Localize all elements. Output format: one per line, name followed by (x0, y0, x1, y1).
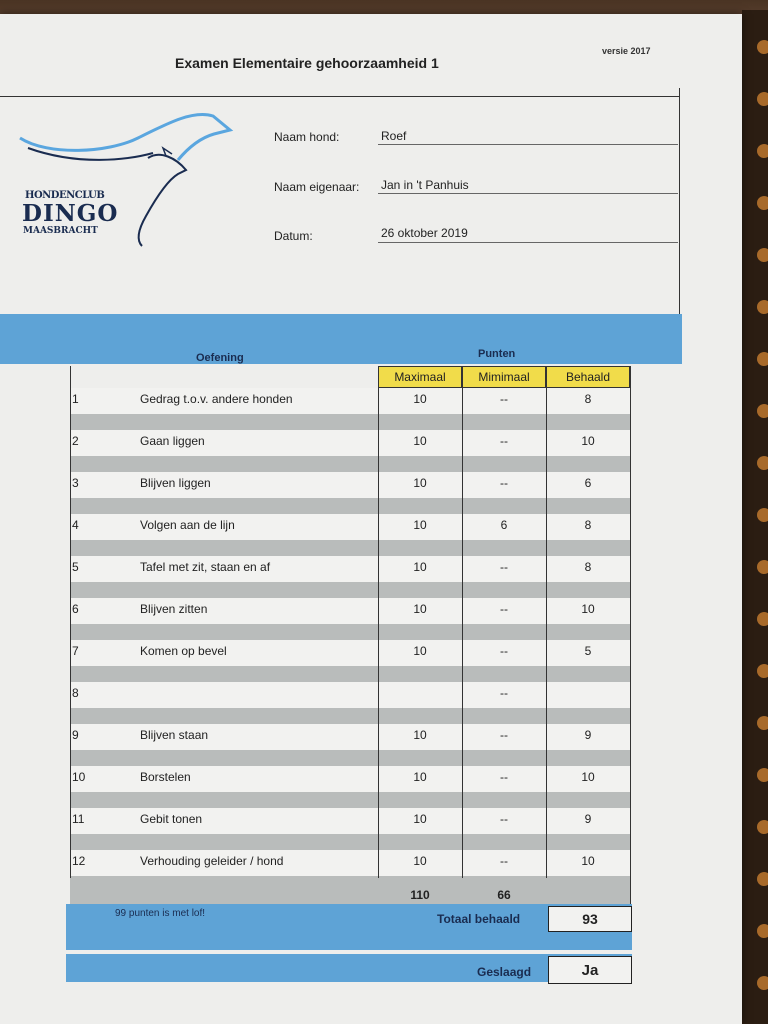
table-left-border (70, 366, 71, 904)
achieved-points: 9 (584, 728, 592, 742)
min-points: -- (500, 812, 508, 826)
max-points: 10 (413, 392, 427, 406)
exercise-name: Gebit tonen (140, 812, 203, 826)
achieved-points: 6 (584, 476, 592, 490)
date-label: Datum: (274, 229, 313, 243)
punch-hole-icon (757, 872, 768, 886)
punch-hole-icon (757, 820, 768, 834)
min-points: -- (500, 392, 508, 406)
dog-name-line (378, 144, 678, 145)
footer-divider (66, 950, 632, 954)
min-points: -- (500, 686, 508, 700)
max-points: 10 (413, 854, 427, 868)
max-points: 10 (413, 518, 427, 532)
total-max: 110 (410, 888, 430, 902)
exercise-number: 7 (72, 644, 79, 658)
document-title: Examen Elementaire gehoorzaamheid 1 (175, 55, 439, 71)
min-points: -- (500, 560, 508, 574)
dog-name-label: Naam hond: (274, 130, 340, 144)
total-achieved-value: 93 (548, 906, 632, 932)
exercise-number: 4 (72, 518, 79, 532)
punch-hole-icon (757, 976, 768, 990)
punch-hole-icon (757, 716, 768, 730)
min-points: -- (500, 728, 508, 742)
max-points: 10 (413, 728, 427, 742)
date-line (378, 242, 678, 243)
logo-text-town: MAASBRACHT (23, 226, 98, 236)
exercise-name: Verhouding geleider / hond (140, 854, 284, 868)
column-divider (546, 366, 547, 904)
exercise-number: 3 (72, 476, 79, 490)
version-label: versie 2017 (602, 46, 651, 56)
punch-hole-icon (757, 40, 768, 54)
logo-text-dingo: DINGO (22, 200, 119, 227)
punch-hole-icon (757, 404, 768, 418)
column-divider (462, 366, 463, 904)
max-points: 10 (413, 644, 427, 658)
column-divider (378, 366, 379, 904)
exercise-name: Gaan liggen (140, 434, 205, 448)
exercise-name: Borstelen (140, 770, 191, 784)
column-achieved-header: Behaald (546, 366, 630, 388)
punch-hole-icon (757, 248, 768, 262)
punch-hole-icon (757, 560, 768, 574)
punch-hole-icon (757, 196, 768, 210)
exercise-name: Volgen aan de lijn (140, 518, 235, 532)
owner-name-value: Jan in 't Panhuis (381, 178, 469, 192)
achieved-points: 9 (584, 812, 592, 826)
achieved-points: 10 (581, 770, 595, 784)
max-points: 10 (413, 476, 427, 490)
punch-hole-icon (757, 300, 768, 314)
achieved-points: 8 (584, 392, 592, 406)
min-points: -- (500, 644, 508, 658)
exercise-name: Komen op bevel (140, 644, 227, 658)
frame-top-line (0, 96, 680, 97)
min-points: -- (500, 602, 508, 616)
owner-name-label: Naam eigenaar: (274, 180, 360, 194)
punch-hole-icon (757, 768, 768, 782)
exercise-number: 8 (72, 686, 79, 700)
passed-value: Ja (548, 956, 632, 984)
achieved-points: 10 (581, 854, 595, 868)
punch-hole-icon (757, 612, 768, 626)
achieved-points: 10 (581, 434, 595, 448)
max-points: 10 (413, 770, 427, 784)
praise-note: 99 punten is met lof! (115, 908, 206, 919)
owner-name-line (378, 193, 678, 194)
max-points: 10 (413, 434, 427, 448)
exercise-number: 1 (72, 392, 79, 406)
logo-text-club: HONDENCLUB (25, 190, 105, 201)
table-right-border (630, 366, 631, 904)
exercise-number: 10 (72, 770, 86, 784)
punch-hole-icon (757, 92, 768, 106)
exercise-name: Blijven staan (140, 728, 209, 742)
punch-hole-icon (757, 664, 768, 678)
punch-hole-icon (757, 924, 768, 938)
exercise-number: 9 (72, 728, 79, 742)
punch-hole-icon (757, 144, 768, 158)
min-points: -- (500, 476, 508, 490)
points-header: Punten (478, 348, 516, 360)
max-points: 10 (413, 602, 427, 616)
header-band (0, 314, 682, 364)
min-points: -- (500, 434, 508, 448)
achieved-points: 5 (584, 644, 592, 658)
min-points: -- (500, 770, 508, 784)
exercise-number: 12 (72, 854, 86, 868)
achieved-points: 8 (584, 518, 592, 532)
punch-hole-icon (757, 352, 768, 366)
passed-label: Geslaagd (477, 965, 532, 979)
dog-name-value: Roef (381, 129, 407, 143)
exercise-name: Tafel met zit, staan en af (140, 560, 271, 574)
exercise-number: 5 (72, 560, 79, 574)
achieved-points: 10 (581, 602, 595, 616)
exercise-number: 6 (72, 602, 79, 616)
exercise-name: Blijven liggen (140, 476, 211, 490)
exercise-name: Gedrag t.o.v. andere honden (140, 392, 293, 406)
column-min-header: Mimimaal (462, 366, 546, 388)
exercise-number: 2 (72, 434, 79, 448)
max-points: 10 (413, 812, 427, 826)
exercise-name: Blijven zitten (140, 602, 208, 616)
totals-row (70, 878, 630, 904)
total-min: 66 (497, 888, 511, 902)
column-max-header: Maximaal (378, 366, 462, 388)
min-points: -- (500, 854, 508, 868)
max-points: 10 (413, 560, 427, 574)
frame-right-line (679, 88, 680, 314)
punch-hole-icon (757, 508, 768, 522)
achieved-points: 8 (584, 560, 592, 574)
exercise-header: Oefening (196, 352, 244, 364)
total-achieved-label: Totaal behaald (437, 912, 521, 926)
exercise-number: 11 (72, 812, 85, 826)
min-points: 6 (500, 518, 508, 532)
date-value: 26 oktober 2019 (381, 226, 468, 240)
punch-hole-icon (757, 456, 768, 470)
